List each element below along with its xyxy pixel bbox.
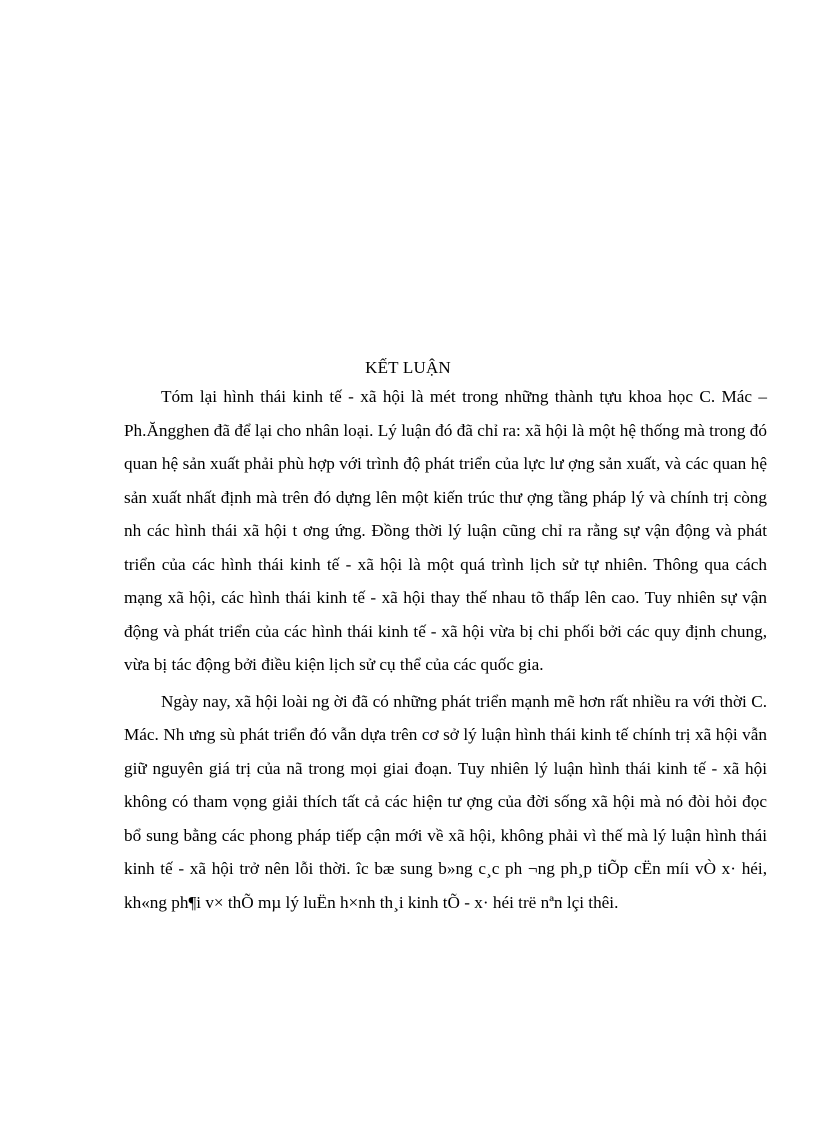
paragraph-conclusion-1: Tóm lại hình thái kinh tế - xã hội là mét trong những thành tựu khoa học C. Mác – Ph.Ăngghen đã để lại cho nhân loại. Lý luận đó đã chỉ ra: xã hội là một hệ thống mà trong đó quan hệ sản xuất phải phù hợp với trình độ phát triển của lực lư ợng sản xuất, và các quan hệ sản xuất nhất định mà trên đó dựng lên một kiến trúc thư ợng tầng pháp lý và chính trị còng nh các hình thái xã hội t ơng ứng. Đồng thời lý luận cũng chỉ ra rằng sự vận động và phát triển của các hình thái kinh tế - xã hội là một quá trình lịch sử tự nhiên. Thông qua cách mạng xã hội, các hình thái kinh tế - xã hội thay thế nhau tõ thấp lên cao. Tuy nhiên sự vận động và phát triển của các hình thái kinh tế - xã hội vừa bị chi phối bởi các quy định chung, vừa bị tác động bởi điều kiện lịch sử cụ thể của các quốc gia.: [124, 387, 767, 674]
page-title: KẾT LUẬN: [365, 358, 451, 377]
document-body: [124, 380, 767, 919]
paragraph-conclusion-2: Ngày nay, xã hội loài ng ời đã có những phát triển mạnh mẽ hơn rất nhiều ra với thời C. Mác. Nh ưng sù phát triển đó vẫn dựa trên cơ sở lý luận hình thái kinh tế chính trị xã hội vẫn giữ nguyên giá trị của nã trong mọi giai đoạn. Tuy nhiên lý luận hình thái kinh tế - xã hội không có tham vọng giải thích tất cả các hiện tư ợng của đời sống xã hội mà nó đòi hỏi đọc bổ sung bằng các phong pháp tiếp cận mới về xã hội, không phải vì thế mà lý luận hình thái kinh tế - xã hội trở nên lỗi thời. îc bæ sung b»ng c¸c ph ¬ng ph¸p tiÕp cËn míi vÒ x· héi, kh«ng ph¶i v× thÕ mµ lý luËn h×nh th¸i kinh tÕ - x· héi trë nªn lçi thêi.: [124, 691, 767, 912]
